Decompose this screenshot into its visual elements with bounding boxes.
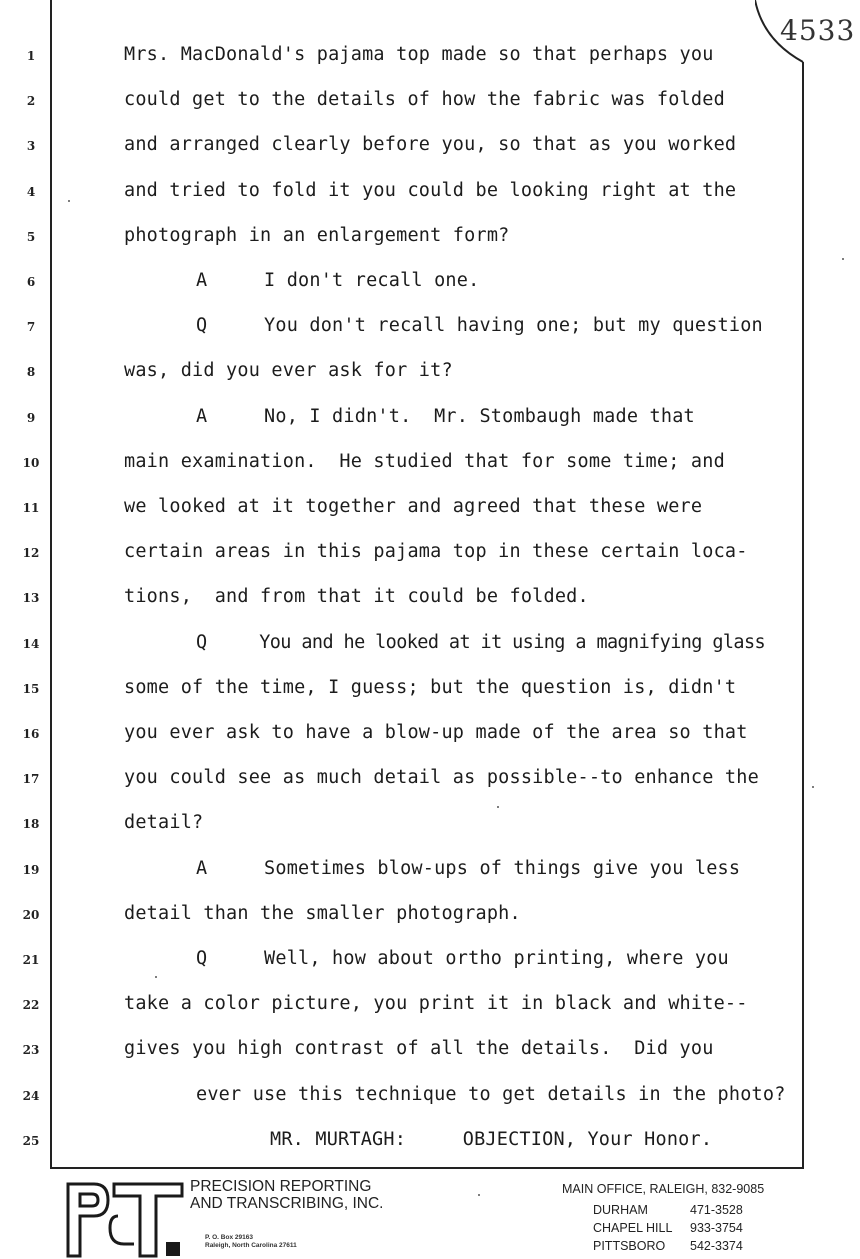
scan-speck [842,258,844,260]
main-office: MAIN OFFICE, RALEIGH, 832-9085 [562,1182,765,1196]
company-name-line1: PRECISION REPORTING [190,1178,372,1195]
line-number: 23 [22,1043,40,1058]
transcript-line: main examination. He studied that for some time; and [124,450,725,472]
line-number: 15 [22,681,40,696]
transcript-line: tions, and from that it could be folded. [124,586,589,608]
address-line1: P. O. Box 29163 [205,1234,253,1241]
line-number: 14 [22,636,40,651]
transcript-line: take a color picture, you print it in black and white-- [124,993,748,1015]
transcript-line: could get to the details of how the fabric was folded [124,89,725,111]
company-name [190,1178,384,1212]
line-number: 7 [26,320,36,335]
line-number: 5 [26,229,36,244]
transcript-line: Q You and he looked at it using a magnifying glass [196,631,766,653]
pt-logo [64,1178,186,1258]
transcript-line: A No, I didn't. Mr. Stombaugh made that [196,405,695,427]
line-number: 3 [26,139,36,154]
office-city: PITTSBORO [593,1239,666,1253]
transcript-line: was, did you ever ask for it? [124,360,453,382]
transcript-line: some of the time, I guess; but the question is, didn't [124,676,737,698]
office-city: DURHAM [593,1203,648,1217]
transcript-line: A I don't recall one. [196,270,480,291]
transcript-line: gives you high contrast of all the details. Did you [124,1038,714,1060]
line-number: 20 [22,907,40,922]
right-margin-rule [802,62,804,1168]
line-number: 19 [22,862,40,877]
company-name-line2: AND TRANSCRIBING, INC. [190,1195,384,1212]
line-number: 11 [22,501,40,515]
transcript-line: photograph in an enlargement form? [124,224,510,246]
transcript-line: and tried to fold it you could be looking right at the [124,179,737,201]
office-phone: 542-3374 [690,1239,743,1253]
transcript-line: A Sometimes blow-ups of things give you less [196,857,741,879]
line-number: 10 [22,455,40,470]
line-number: 17 [22,772,40,787]
transcript-line: detail than the smaller photograph. [124,902,521,924]
transcript-line: certain areas in this pajama top in these certain loca- [124,541,748,563]
scan-speck [68,200,70,202]
line-number: 16 [22,727,40,741]
transcript-line: Mrs. MacDonald's pajama top made so that perhaps you [124,44,714,65]
line-number: 21 [22,953,40,967]
line-number: 6 [26,275,36,289]
left-margin-rule [50,0,52,1168]
transcript-line: Q Well, how about ortho printing, where you [196,948,729,969]
line-number: 1 [26,49,36,63]
transcript-line: you could see as much detail as possible--to enhance the [124,767,759,789]
office-phone: 933-3754 [690,1221,743,1235]
scan-speck [497,806,499,808]
line-number: 9 [26,410,36,425]
line-number: 18 [22,817,40,832]
scan-speck [478,1194,480,1196]
office-phone: 471-3528 [690,1203,743,1217]
line-number: 24 [22,1088,40,1103]
transcript-line: detail? [124,812,204,834]
transcript-line: you ever ask to have a blow-up made of the area so that [124,722,748,743]
line-number: 4 [26,184,36,199]
transcript-line: MR. MURTAGH: OBJECTION, Your Honor. [270,1128,713,1150]
line-number: 2 [26,94,36,109]
line-number: 22 [22,998,40,1013]
scan-speck [155,976,157,978]
transcript-line: we looked at it together and agreed that these were [124,496,703,517]
page-number: 4533 [780,14,856,47]
line-number: 12 [22,546,40,561]
line-number: 13 [22,591,40,606]
transcript-line: Q You don't recall having one; but my question [196,315,763,337]
transcript-line: ever use this technique to get details in the photo? [196,1083,786,1105]
transcript-line: and arranged clearly before you, so that as you worked [124,134,737,156]
company-address [205,1234,297,1250]
line-number: 25 [22,1133,40,1148]
bottom-rule [50,1167,804,1169]
scan-speck [812,786,814,788]
office-city: CHAPEL HILL [593,1221,673,1235]
address-line2: Raleigh, North Carolina 27611 [205,1242,297,1249]
line-number: 8 [26,365,36,380]
